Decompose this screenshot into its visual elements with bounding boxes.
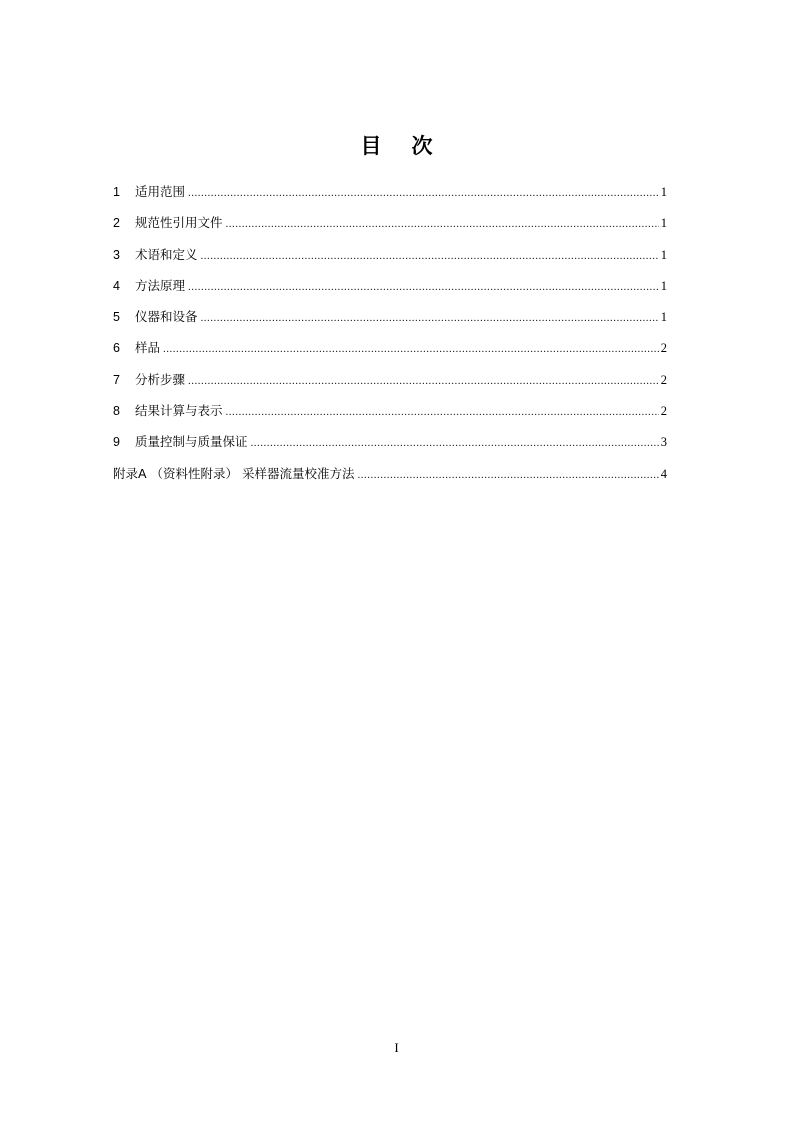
table-of-contents [113,182,667,495]
toc-entry-number: 3 [113,247,120,262]
title-char-2: 次 [411,134,433,158]
toc-entry-page: 1 [660,216,667,231]
toc-entry-2[interactable] [113,213,667,244]
toc-entry-page: 2 [660,404,667,419]
toc-leader-dots [226,214,659,234]
toc-leader-dots [188,277,659,297]
toc-entry-5[interactable] [113,307,667,338]
toc-entry-page: 1 [660,310,667,325]
toc-entry-9[interactable] [113,432,667,463]
toc-entry-label: 术语和定义 [135,246,198,262]
toc-leader-dots [226,402,659,422]
page-title [0,130,793,160]
toc-leader-dots [358,465,659,485]
toc-entry-1[interactable] [113,182,667,213]
page-number: I [394,1040,399,1055]
toc-entry-number: 9 [113,435,120,450]
toc-entry-8[interactable] [113,401,667,432]
toc-entry-page: 2 [660,341,667,356]
toc-entry-number: 1 [113,185,120,199]
toc-entry-number: 7 [113,372,120,387]
toc-leader-dots [201,246,659,266]
toc-entry-3[interactable] [113,245,667,276]
toc-entry-label: 规范性引用文件 [135,215,223,231]
toc-entry-label: 方法原理 [135,277,186,293]
toc-entry-appendix-a[interactable] [113,464,667,495]
toc-entry-page: 1 [660,247,667,262]
toc-entry-number: 8 [113,404,120,419]
toc-leader-dots [201,308,659,328]
toc-entry-label: 仪器和设备 [135,309,198,325]
toc-entry-number: 6 [113,341,120,356]
toc-entry-label: 分析步骤 [135,371,186,387]
toc-entry-page: 1 [660,185,667,199]
toc-entry-page: 3 [660,435,667,450]
toc-leader-dots [251,433,659,453]
toc-leader-dots [163,339,659,359]
toc-entry-label: 附录A （资料性附录） 采样器流量校准方法 [113,465,355,481]
toc-entry-page: 1 [660,278,667,293]
title-char-1: 目 [360,134,382,158]
toc-entry-page: 4 [660,466,667,481]
toc-entry-4[interactable] [113,276,667,307]
toc-entry-label: 结果计算与表示 [135,403,223,419]
toc-entry-number: 4 [113,278,120,293]
toc-entry-number: 2 [113,216,120,231]
toc-leader-dots [188,371,659,391]
toc-entry-label: 样品 [135,340,161,356]
toc-entry-page: 2 [660,372,667,387]
toc-entry-7[interactable] [113,370,667,401]
toc-entry-number: 5 [113,310,120,325]
toc-entry-6[interactable] [113,338,667,369]
toc-entry-label: 适用范围 [135,184,186,199]
toc-leader-dots [188,183,659,203]
toc-entry-label: 质量控制与质量保证 [135,434,248,450]
